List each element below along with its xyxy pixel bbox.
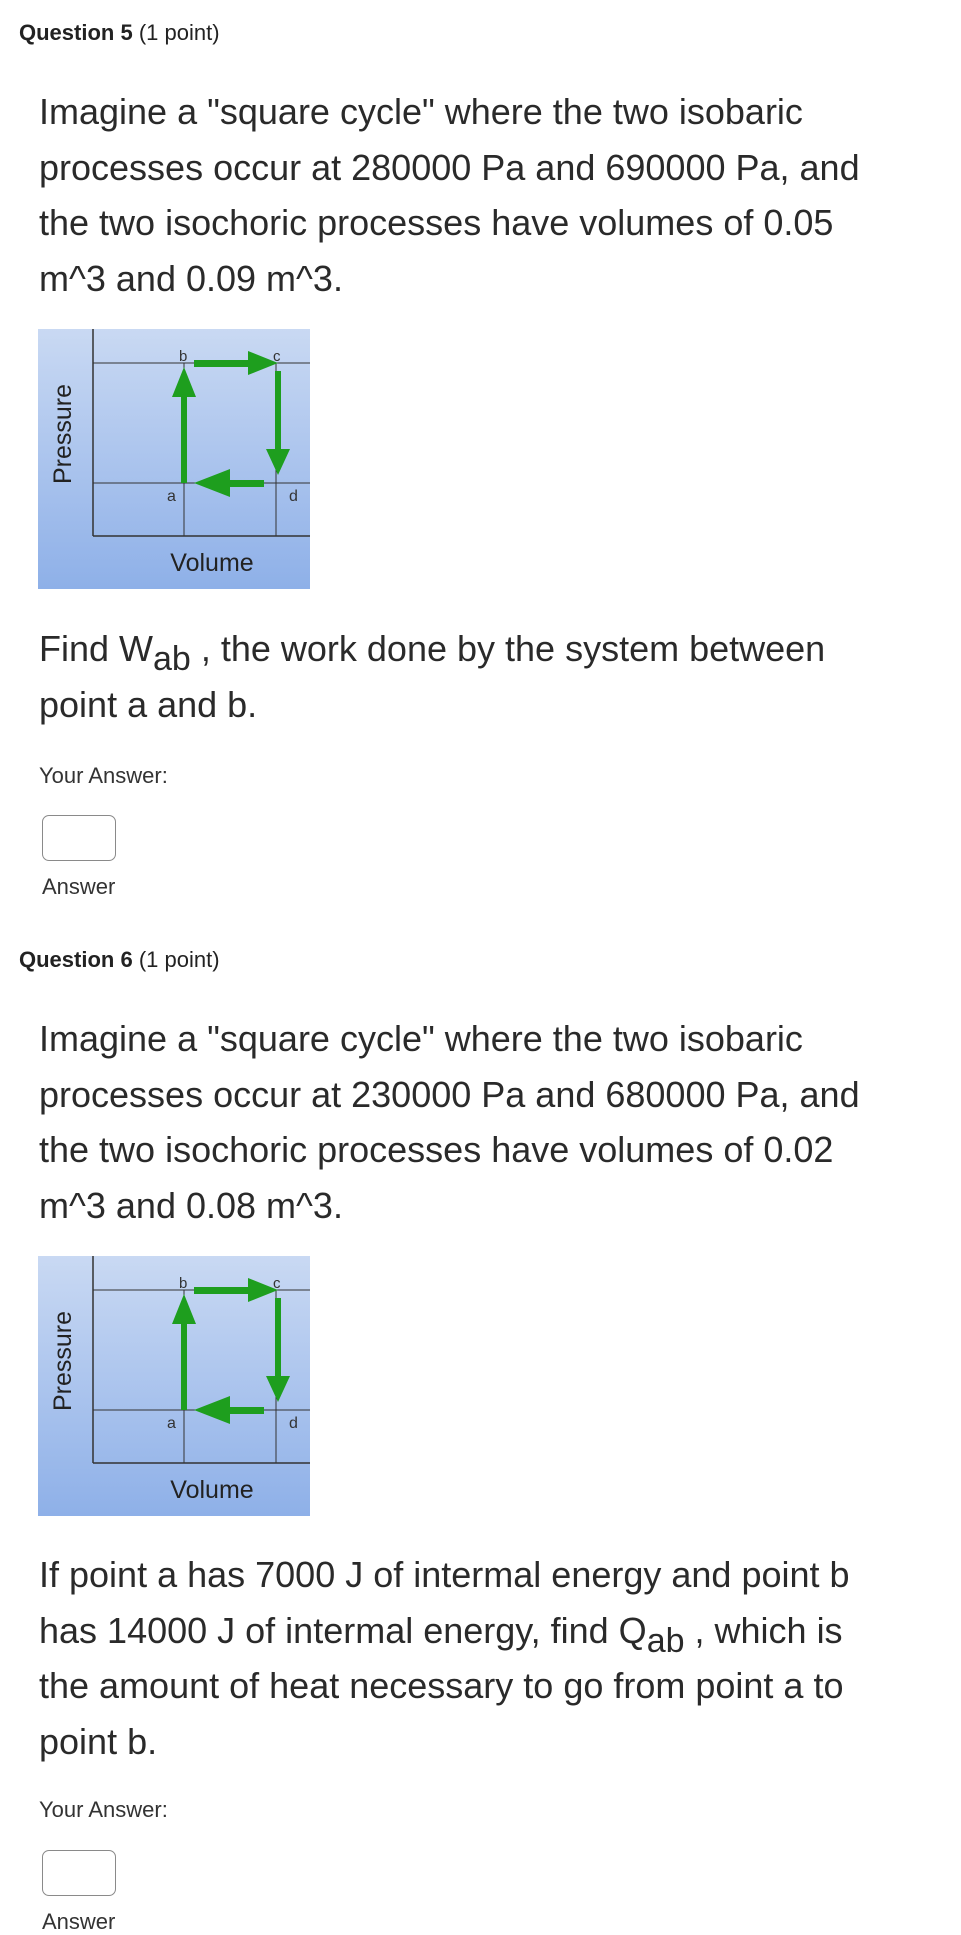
x-axis-label: Volume [170,1476,254,1504]
question-points: (1 point) [138,947,220,972]
arrow-a-to-b [181,389,187,483]
point-d-label: d [289,488,298,505]
question-find-text [39,1547,899,1769]
y-axis-label: Pressure [49,383,77,485]
point-b-label: b [179,1275,188,1292]
arrow-c-to-d [275,1298,281,1388]
arrow-c-to-d [275,371,281,461]
answer-caption: Answer [42,874,116,899]
question-prompt: Imagine a "square cycle" where the two isobaric processes occur at 230000 Pa and 680000 Pa, and the two isochoric processes have volumes of 0.02 m^3 and 0.08 m^3. [39,1018,860,1226]
pv-diagram [38,329,310,589]
arrow-b-to-c [194,1287,252,1294]
question-find-text [39,621,899,732]
point-d-label: d [289,1415,298,1432]
y-axis-label: Pressure [49,1310,77,1412]
point-c-label: c [273,1275,281,1292]
find-text-start: If point a has 7000 J of intermal energy and point b has 14000 J of intermal energy, find Q [39,1554,850,1651]
question-header [19,20,220,46]
pv-diagram [38,1256,310,1516]
x-axis-label: Volume [170,549,254,577]
find-text-end: , the work done by the system between point a and b. [39,628,826,725]
answer-input[interactable] [42,815,116,861]
question-number: Question 5 [19,20,133,45]
arrow-a-to-b [181,1316,187,1410]
your-answer-label: Your Answer: [39,1797,168,1822]
point-a-label: a [167,488,176,505]
find-text-start: Find W [39,628,154,669]
question-points: (1 point) [138,20,220,45]
arrow-b-to-c [194,360,252,367]
pv-diagram-svg [38,1256,310,1516]
point-c-label: c [273,348,281,365]
point-b-label: b [179,348,188,365]
pv-diagram-svg [38,329,310,589]
your-answer-label: Your Answer: [39,763,168,788]
point-a-label: a [167,1415,176,1432]
question-prompt: Imagine a "square cycle" where the two isobaric processes occur at 280000 Pa and 690000 Pa, and the two isochoric processes have volumes of 0.05 m^3 and 0.09 m^3. [39,91,860,299]
question-header [19,947,220,973]
question-number: Question 6 [19,947,133,972]
find-subscript: ab [153,640,191,678]
answer-caption: Answer [42,1909,116,1934]
find-subscript: ab [646,1621,685,1660]
answer-input[interactable] [42,1850,116,1896]
find-text-end: , which is the amount of heat necessary to go from point a to point b. [39,1609,844,1762]
